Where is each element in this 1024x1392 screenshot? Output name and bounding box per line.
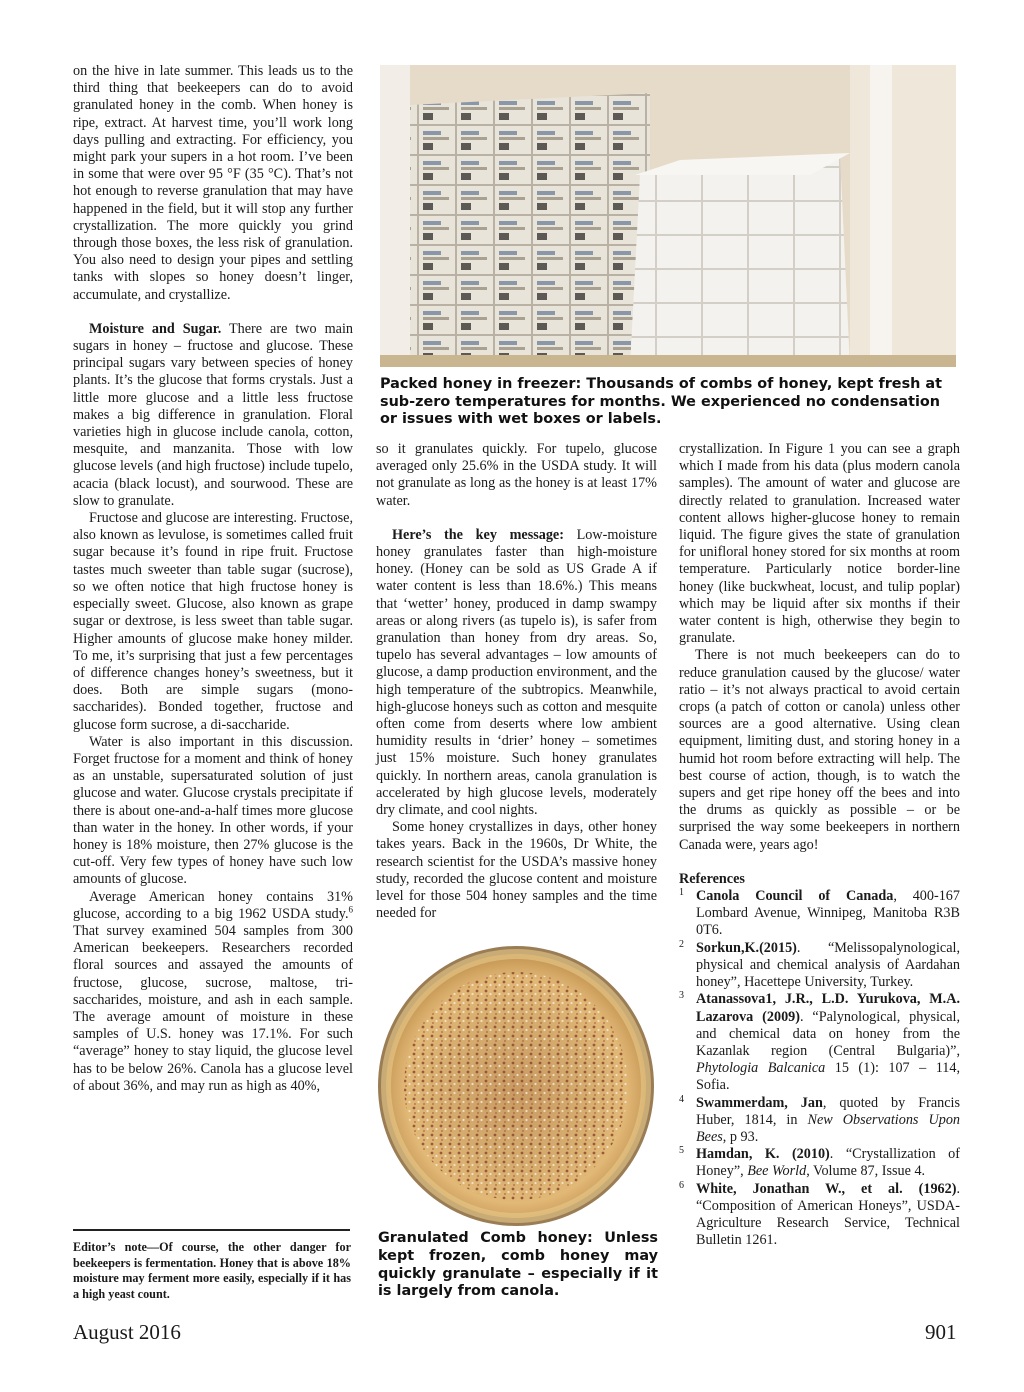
column-middle [376, 441, 657, 922]
reference-text: . “Composition of American Honeys”, USDA-Agriculture Research Service, Technical Bulletin 1261. [696, 1180, 960, 1249]
column-left [73, 63, 353, 1095]
reference-item [679, 940, 960, 992]
footer-issue-date: August 2016 [73, 1320, 181, 1344]
reference-number: 3 [679, 990, 684, 1002]
reference-item [679, 1146, 960, 1180]
reference-text: , 400-167 Lombard Avenue, Winnipeg, Manitoba R3B 0T6. [696, 888, 960, 939]
footnote-marker: 6 [348, 904, 353, 915]
freezer-photo-caption: Packed honey in freezer: Thousands of combs of honey, kept fresh at sub-zero temperatures for months. We experienced no condensation or issues with wet boxes or labels. [380, 376, 942, 428]
reference-number: 1 [679, 887, 684, 899]
reference-text: . “Palynological, physical, and chemical data on honey from the Kazanlak region (Central Bulgaria)”, [696, 1008, 960, 1059]
reference-text: , Volume 87, Issue 4. [806, 1163, 926, 1180]
reference-number: 2 [679, 938, 684, 950]
footer-page-number: 901 [925, 1320, 957, 1344]
reference-number: 4 [679, 1093, 684, 1105]
freezer-photo [380, 65, 956, 367]
paragraph-text: There are two main sugars in honey – fructose and glucose. These principal sugars vary between species of honey plants. It’s the glucose that forms crystals. Just a little more glucose and a little less fructose makes a big difference in granulation. Floral varieties high in glucose include canola, cotton, mesquite, and manzanita. Those with low glucose levels (and high fructose) include tupelo, acacia (black locust), and sourwood. These are slow to granulate. [73, 320, 353, 509]
reference-journal: Bee World [747, 1163, 807, 1180]
reference-author: Swammerdam, Jan [696, 1094, 823, 1111]
reference-item [679, 1095, 960, 1147]
paragraph: crystallization. In Figure 1 you can see a graph which I made from his data (plus modern canola samples). The amount of water and glucose are directly related to granulation. Increased water content allows higher-glucose honey to remain liquid. The figure gives the state of granulation for unifloral honey stored for six months at room temperature. Particularly notice border-line honey (like buckwheat, locust, and tulip poplar) which may be liquid after six months if their water content is high, otherwise they begin to granulate. [679, 441, 960, 647]
reference-author: White, Jonathan W., et al. (1962) [696, 1180, 957, 1197]
reference-item [679, 991, 960, 1094]
paragraph [376, 527, 657, 819]
paragraph: on the hive in late summer. This leads us to the third thing that beekeepers can do to avoid granulated honey in the comb. When honey is ripe, extract. At harvest time, you’ll work long days pulling and extracting. For efficiency, you might park your supers in a hot room. I’ve been in some that were over 95 °F (35 °C). That’s not hot enough to reverse granulation that may have happened in the field, but it will stop any further crystallization. The more quickly you grind through those boxes, the less risk of granulation. You also need to design your pipes and settling tanks with slopes so honey doesn’t linger, accumulate, and crystallize. [73, 63, 353, 303]
paragraph-text: Average American honey contains 31% glucose, according to a big 1962 USDA study. [73, 888, 353, 922]
reference-number: 6 [679, 1179, 684, 1191]
paragraph [73, 889, 353, 1095]
paragraph-text: Low-moisture honey granulates faster than high-moisture honey. (Honey can be sold as US Grade A if water content is less than 18.6%.) This means that ‘wetter’ honey, produced in damp swampy areas or along rivers (as tupelo is), is safer from granulation than honey from dry areas. So, tupelo has several advantages – low amounts of glucose, a damp production environment, and the high temperature of the subtropics. Meanwhile, high-glucose honeys such as cotton and mesquite often come from deserts where low ambient humidity results in ‘drier’ honey – sometimes just 15% moisture. Such honey granulates quickly. In northern areas, canola granulation is accelerated by high glucose levels, moderately dry climate, and cool nights. [376, 526, 657, 819]
reference-journal: New Observations Upon Bees [696, 1111, 961, 1145]
column-right [679, 441, 960, 1249]
reference-text: , quoted by Francis Huber, 1814, in [696, 1094, 960, 1128]
paragraph [73, 321, 353, 510]
reference-author: Atanassova1, J.R., L.D. Yurukova, M.A. Lazarova (2009) [696, 991, 960, 1025]
reference-text: , p 93. [722, 1128, 759, 1145]
paragraph: Fructose and glucose are interesting. Fructose, also known as levulose, is sometimes called fruit sugar because it’s found in ripe fruit. Fructose tastes much sweeter than table sugar (sucrose), so we often notice that high fructose honey is especially sweet. Glucose, also known as grape sugar or dextrose, is less sweet than table sugar. Higher amounts of glucose make honey milder. To me, it’s surprising that just a few percentages of difference changes honey’s sweetness, but it does. Both are simple sugars (mono-saccharides). Bonded together, fructose and glucose form sucrose, a di-saccharide. [73, 510, 353, 733]
editor-note: Editor’s note—Of course, the other danger for beekeepers is fermentation. Honey that is above 18% moisture may ferment more easily, especially if it has a high yeast count. [73, 1240, 351, 1301]
comb-honey-photo-caption: Granulated Comb honey: Unless kept frozen, comb honey may quickly granulate – especially if it is largely from canola. [378, 1230, 658, 1300]
reference-text: . “Crystallization of Honey”, [696, 1146, 960, 1180]
reference-item [679, 888, 960, 940]
reference-author: Sorkun,K.(2015) [696, 939, 797, 956]
references-list [679, 888, 960, 1249]
section-heading: Moisture and Sugar. [89, 320, 222, 337]
comb-honey-photo [376, 944, 657, 1227]
reference-number: 5 [679, 1145, 684, 1157]
reference-text: 15 (1): 107 – 114, Sofia. [696, 1060, 960, 1094]
reference-author: Hamdan, K. (2010) [696, 1146, 830, 1163]
reference-journal: Phytologia Balcanica [696, 1060, 826, 1077]
key-message-heading: Here’s the key message: [392, 526, 564, 543]
references-heading: References [679, 870, 745, 887]
reference-text: . “Melissopalynological, physical and chemical analysis of Aardahan honey”, Hacettepe University, Turkey. [696, 939, 960, 991]
paragraph: so it granulates quickly. For tupelo, glucose averaged only 25.6% in the USDA study. It will not granulate as long as the honey is at least 17% water. [376, 441, 657, 509]
reference-item [679, 1181, 960, 1250]
reference-author: Canola Council of Canada [696, 888, 894, 905]
paragraph: Water is also important in this discussion. Forget fructose for a moment and think of honey as an unstable, supersaturated solution of just glucose and water. Glucose crystals precipitate if there is about one-and-a-half times more glucose than water in the honey. In other words, if your honey is 18% moisture, then 27% glucose is the cut-off. Very few types of honey have such low amounts of glucose. [73, 733, 353, 888]
paragraph: There is not much beekeepers can do to reduce granulation caused by the glucose/ water ratio – it’s not always practical to avoid certain crops (a patch of cotton or canola) unless other sources are a good alternative. Using clean equipment, limiting dust, and storing honey in a humid hot room before extracting will help. The best course of action, though, is to watch the supers and get ripe honey off the bees and into the drums as quickly as possible – or be surprised the way some beekeepers in northern Canada were, years ago! [679, 647, 960, 853]
divider [73, 1229, 350, 1231]
paragraph: Some honey crystallizes in days, other honey takes years. Back in the 1960s, Dr White, the research scientist for the USDA’s massive honey study, recorded the glucose content and moisture level for those 504 honey samples and the time needed for [376, 819, 657, 922]
paragraph-text: That survey examined 504 samples from 300 American beekeepers. Researchers recorded floral sources and assayed the amounts of fructose, glucose, sucrose, maltose, tri-saccharides, moisture, and ash in each sample. The average amount of moisture in these samples of U.S. honey was 17.1%. For such “average” honey to stay liquid, the glucose level has to be below 26%. Canola has a glucose level of about 36%, and may run as high as 40%, [73, 922, 353, 1094]
